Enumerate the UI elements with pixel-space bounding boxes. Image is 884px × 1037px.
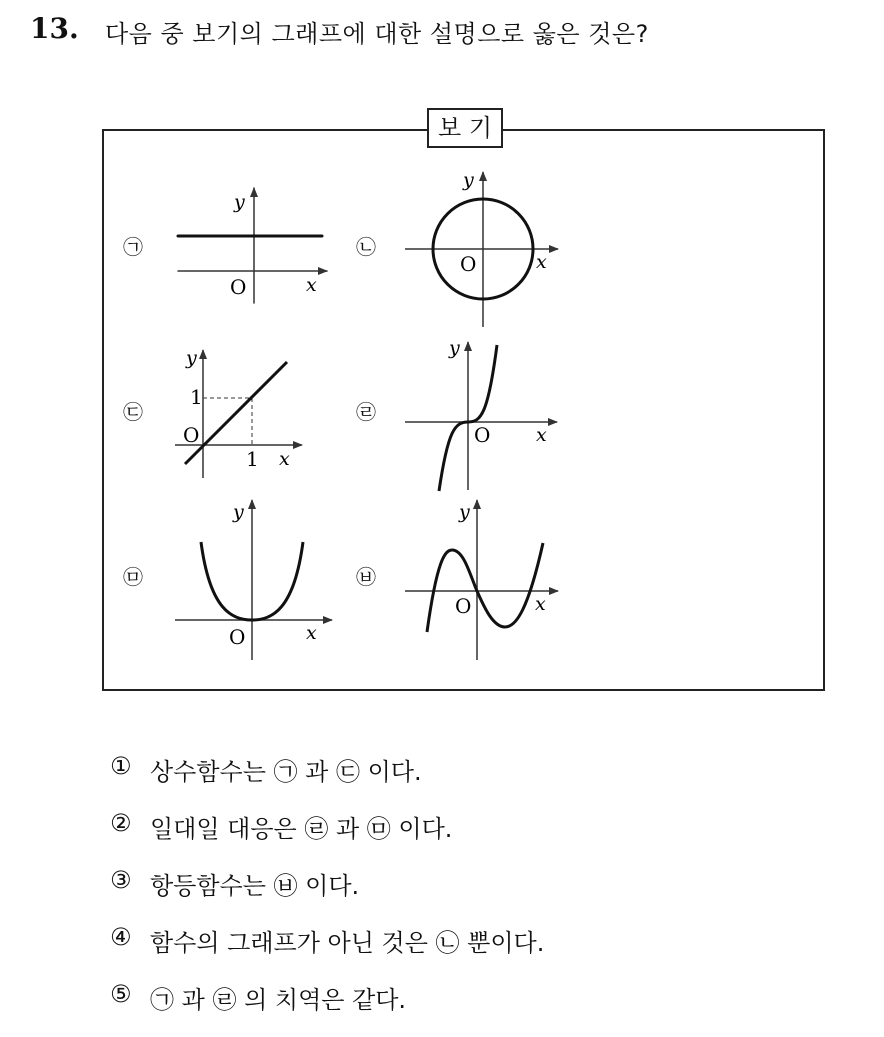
choice-number: ①: [110, 752, 132, 780]
choice-1[interactable]: [110, 752, 544, 809]
label-x-bieup: x: [535, 593, 546, 615]
choice-5[interactable]: [110, 980, 544, 1037]
label-y-nieun: y: [463, 169, 474, 191]
choice-number: ⑤: [110, 980, 132, 1008]
label-y-digeut: y: [186, 347, 197, 369]
choice-text: 항등함수는 ㉥ 이다.: [150, 872, 360, 900]
bogi-title: 보 기: [427, 108, 503, 148]
choice-2[interactable]: [110, 809, 544, 866]
label-y-giyeok: y: [234, 191, 245, 213]
graph-nieun: [405, 169, 558, 327]
marker-nieun: ㉡: [356, 235, 376, 259]
graph-mieum: [175, 500, 332, 660]
choice-4[interactable]: [110, 923, 544, 980]
label-x-mieum: x: [306, 622, 317, 644]
marker-bieup: ㉥: [356, 565, 376, 589]
curve-identity: [185, 362, 287, 464]
graph-bieup: [405, 500, 558, 660]
label-origin-bieup: O: [455, 594, 472, 618]
label-origin-rieul: O: [474, 423, 491, 447]
label-one-x-digeut: 1: [246, 447, 259, 471]
marker-rieul: ㉣: [356, 400, 376, 424]
graph-rieul: [405, 337, 557, 491]
label-y-bieup: y: [459, 501, 470, 523]
choice-text: 일대일 대응은 ㉣ 과 ㉤ 이다.: [150, 815, 453, 843]
choice-text: 상수함수는 ㉠ 과 ㉢ 이다.: [150, 758, 422, 786]
choice-text: ㉠ 과 ㉣ 의 치역은 같다.: [150, 986, 407, 1014]
choice-text: 함수의 그래프가 아닌 것은 ㉡ 뿐이다.: [150, 929, 545, 957]
marker-mieum: ㉤: [123, 565, 143, 589]
label-x-nieun: x: [536, 251, 547, 273]
label-y-rieul: y: [449, 337, 460, 359]
label-origin-digeut: O: [183, 423, 200, 447]
marker-giyeok: ㉠: [123, 235, 143, 259]
label-origin-mieum: O: [229, 625, 246, 649]
question-number: 13.: [30, 12, 79, 45]
label-origin-nieun: O: [460, 252, 477, 276]
marker-digeut: ㉢: [123, 400, 143, 424]
choices-list: [110, 752, 544, 1037]
label-one-y-digeut: 1: [190, 385, 203, 409]
choice-3[interactable]: [110, 866, 544, 923]
label-x-giyeok: x: [306, 274, 317, 296]
graph-giyeok: [178, 188, 327, 303]
label-x-digeut: x: [279, 448, 290, 470]
graph-digeut: [175, 347, 302, 478]
question-text: 다음 중 보기의 그래프에 대한 설명으로 옳은 것은?: [105, 20, 649, 48]
label-x-rieul: x: [536, 424, 547, 446]
choice-number: ③: [110, 866, 132, 894]
choice-number: ②: [110, 809, 132, 837]
label-y-mieum: y: [233, 501, 244, 523]
label-origin-giyeok: O: [230, 275, 247, 299]
choice-number: ④: [110, 923, 132, 951]
curve-cubic-wave: [427, 543, 543, 632]
